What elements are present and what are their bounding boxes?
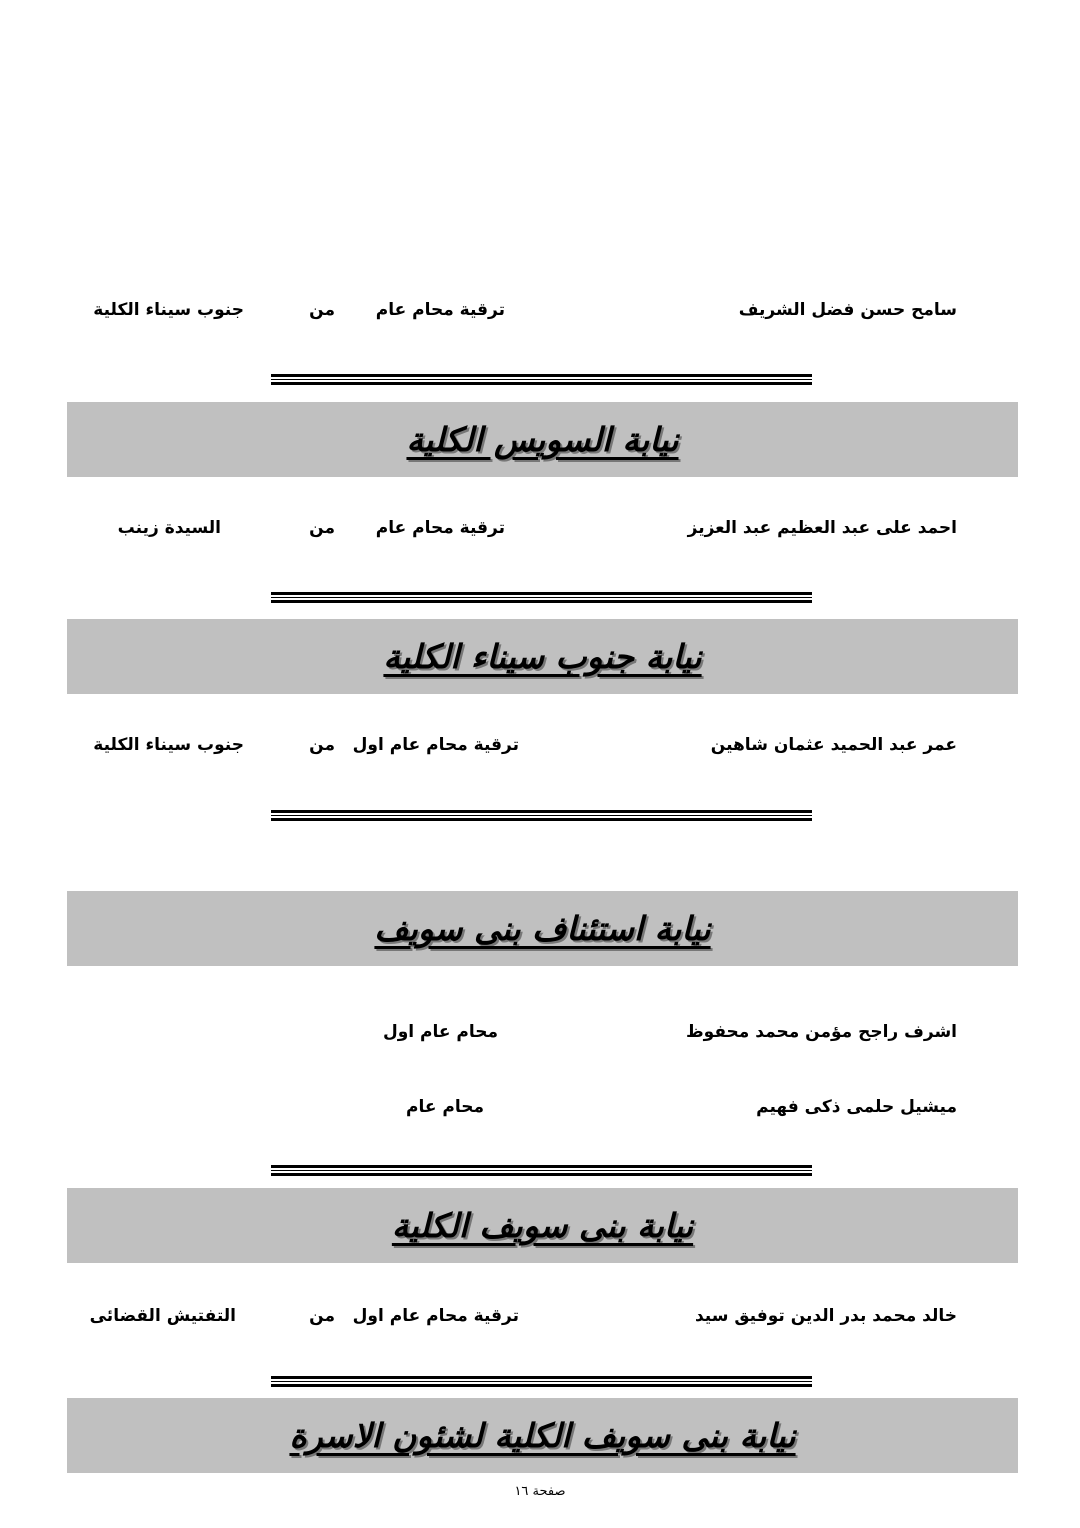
section-divider xyxy=(271,1165,812,1176)
section-title: نيابة بنى سويف الكلية لشئون الاسرة xyxy=(289,1416,796,1455)
entry-action: ترقية محام عام اول xyxy=(352,735,519,755)
entry-name: سامح حسن فضل الشريف xyxy=(738,300,957,320)
entry-from: من xyxy=(309,735,335,755)
section-banner xyxy=(67,891,1018,966)
entry-destination: جنوب سيناء الكلية xyxy=(93,300,244,320)
entry-action: محام عام xyxy=(406,1097,484,1117)
page-number: صفحة ١٦ xyxy=(514,1484,566,1499)
entry-action: ترقية محام عام اول xyxy=(352,1306,519,1326)
section-title: نيابة السويس الكلية xyxy=(406,420,679,459)
section-banner xyxy=(67,1398,1018,1473)
entry-name: احمد على عبد العظيم عبد العزيز xyxy=(687,518,957,538)
section-banner xyxy=(67,619,1018,694)
entry-from: من xyxy=(309,300,335,320)
entry-action: ترقية محام عام xyxy=(375,518,505,538)
entry-name: خالد محمد بدر الدين توفيق سيد xyxy=(694,1306,957,1326)
entry-action: محام عام اول xyxy=(382,1022,498,1042)
section-title: نيابة استئناف بنى سويف xyxy=(374,909,711,948)
section-divider xyxy=(271,1376,812,1387)
entry-name: ميشيل حلمى ذكى فهيم xyxy=(756,1097,957,1117)
section-title: نيابة بنى سويف الكلية xyxy=(391,1206,694,1245)
section-banner xyxy=(67,402,1018,477)
section-title: نيابة جنوب سيناء الكلية xyxy=(383,637,702,676)
section-divider xyxy=(271,810,812,821)
entry-destination: جنوب سيناء الكلية xyxy=(93,735,244,755)
entry-name: اشرف راجح مؤمن محمد محفوظ xyxy=(686,1022,957,1042)
entry-destination: السيدة زينب xyxy=(117,518,221,538)
entry-action: ترقية محام عام xyxy=(375,300,505,320)
section-divider xyxy=(271,374,812,385)
entry-destination: التفتيش القضائى xyxy=(89,1306,236,1326)
entry-from: من xyxy=(309,518,335,538)
section-banner xyxy=(67,1188,1018,1263)
entry-from: من xyxy=(309,1306,335,1326)
section-divider xyxy=(271,592,812,603)
entry-name: عمر عبد الحميد عثمان شاهين xyxy=(710,735,957,755)
